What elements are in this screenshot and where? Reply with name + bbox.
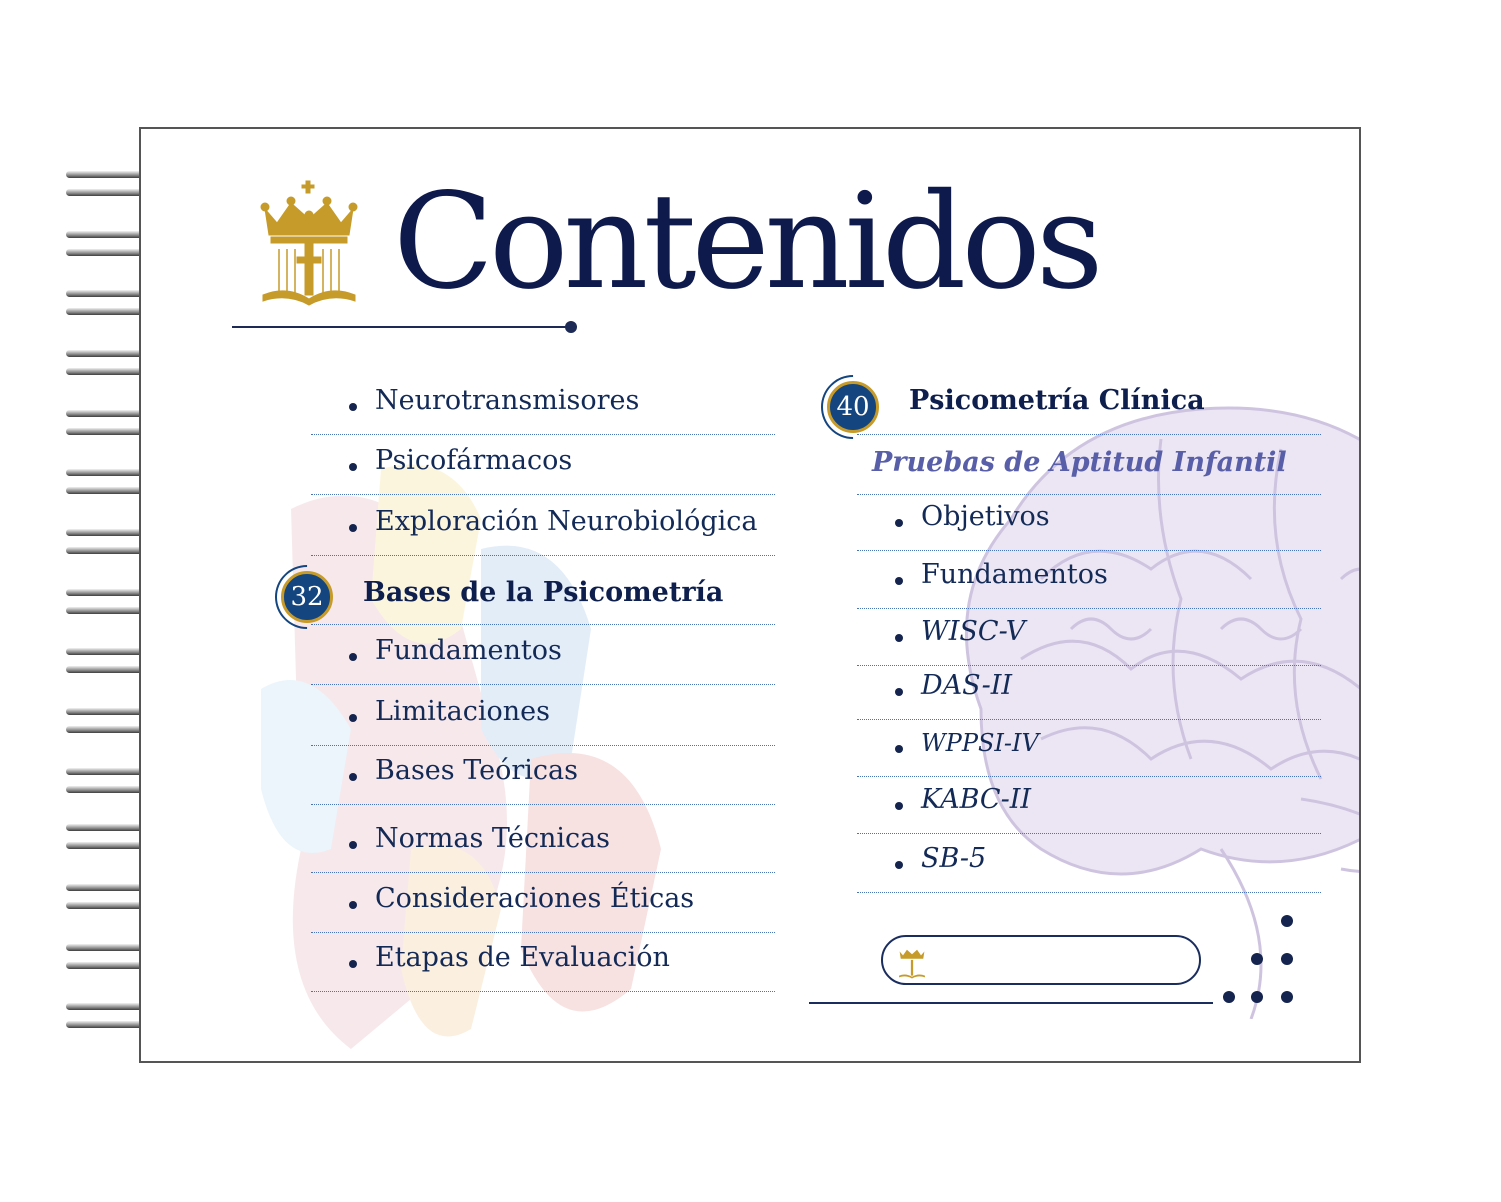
title-underline-dot xyxy=(565,321,577,333)
bullet xyxy=(349,463,357,471)
crown-book-logo xyxy=(257,179,361,307)
bullet xyxy=(895,634,903,642)
bullet xyxy=(895,519,903,527)
bullet xyxy=(895,861,903,869)
decor-dot xyxy=(1281,991,1293,1003)
notebook-page xyxy=(139,127,1361,1063)
toc-item[interactable] xyxy=(311,749,775,805)
page-title: Contenidos xyxy=(393,165,1099,319)
toc-item-label: Etapas de Evaluación xyxy=(375,942,670,973)
toc-item[interactable] xyxy=(311,379,775,435)
bullet xyxy=(349,901,357,909)
toc-item[interactable] xyxy=(311,936,775,992)
bullet xyxy=(349,960,357,968)
section-header-psicometria-clinica[interactable] xyxy=(836,379,1321,435)
toc-item[interactable] xyxy=(311,439,775,495)
toc-item[interactable] xyxy=(857,553,1321,609)
page-number-badge: 32 xyxy=(281,571,333,623)
decor-dot xyxy=(1281,953,1293,965)
toc-item-label: Limitaciones xyxy=(375,696,550,727)
bullet xyxy=(895,745,903,753)
toc-item-label: WPPSI-IV xyxy=(921,729,1039,757)
toc-item[interactable] xyxy=(311,690,775,746)
decor-dot xyxy=(1223,991,1235,1003)
toc-item-label: Psicofármacos xyxy=(375,445,573,476)
bullet xyxy=(349,403,357,411)
toc-item[interactable] xyxy=(857,495,1321,551)
decor-dot xyxy=(1251,991,1263,1003)
toc-item[interactable] xyxy=(857,837,1321,893)
footer-pill xyxy=(881,935,1201,985)
bullet xyxy=(349,773,357,781)
toc-item-label: Fundamentos xyxy=(921,559,1108,590)
toc-item[interactable] xyxy=(311,877,775,933)
bullet xyxy=(895,577,903,585)
toc-item-label: Objetivos xyxy=(921,501,1050,532)
title-underline xyxy=(232,326,570,328)
toc-item-label: DAS-II xyxy=(921,670,1013,701)
footer-line xyxy=(809,1002,1213,1004)
bullet xyxy=(895,802,903,810)
bullet xyxy=(349,714,357,722)
toc-item-label: Fundamentos xyxy=(375,635,562,666)
bullet xyxy=(349,524,357,532)
toc-item[interactable] xyxy=(857,778,1321,834)
toc-item[interactable] xyxy=(311,629,775,685)
toc-item-label: SB-5 xyxy=(921,843,987,874)
bullet xyxy=(349,841,357,849)
subsection-header[interactable] xyxy=(857,439,1321,495)
section-header-psicometria[interactable] xyxy=(290,569,775,625)
toc-item-label: Neurotransmisores xyxy=(375,385,640,416)
toc-item-label: Exploración Neurobiológica xyxy=(375,506,758,537)
section-title: Bases de la Psicometría xyxy=(363,577,724,608)
crown-book-logo xyxy=(895,943,929,979)
bullet xyxy=(349,653,357,661)
toc-item-label: KABC-II xyxy=(921,784,1032,815)
toc-item-label: Normas Técnicas xyxy=(375,823,611,854)
page-number-badge: 40 xyxy=(827,381,879,433)
toc-item-label: WISC-V xyxy=(921,616,1026,647)
decor-dot xyxy=(1281,915,1293,927)
toc-item[interactable] xyxy=(311,500,775,556)
decor-dot xyxy=(1251,953,1263,965)
toc-item[interactable] xyxy=(857,664,1321,720)
toc-item[interactable] xyxy=(311,817,775,873)
section-title: Psicometría Clínica xyxy=(909,385,1205,416)
toc-item[interactable] xyxy=(857,721,1321,777)
subsection-title: Pruebas de Aptitud Infantil xyxy=(872,447,1287,478)
toc-item-label: Bases Teóricas xyxy=(375,755,578,786)
toc-item[interactable] xyxy=(857,610,1321,666)
toc-item-label: Consideraciones Éticas xyxy=(375,883,695,914)
bullet xyxy=(895,688,903,696)
